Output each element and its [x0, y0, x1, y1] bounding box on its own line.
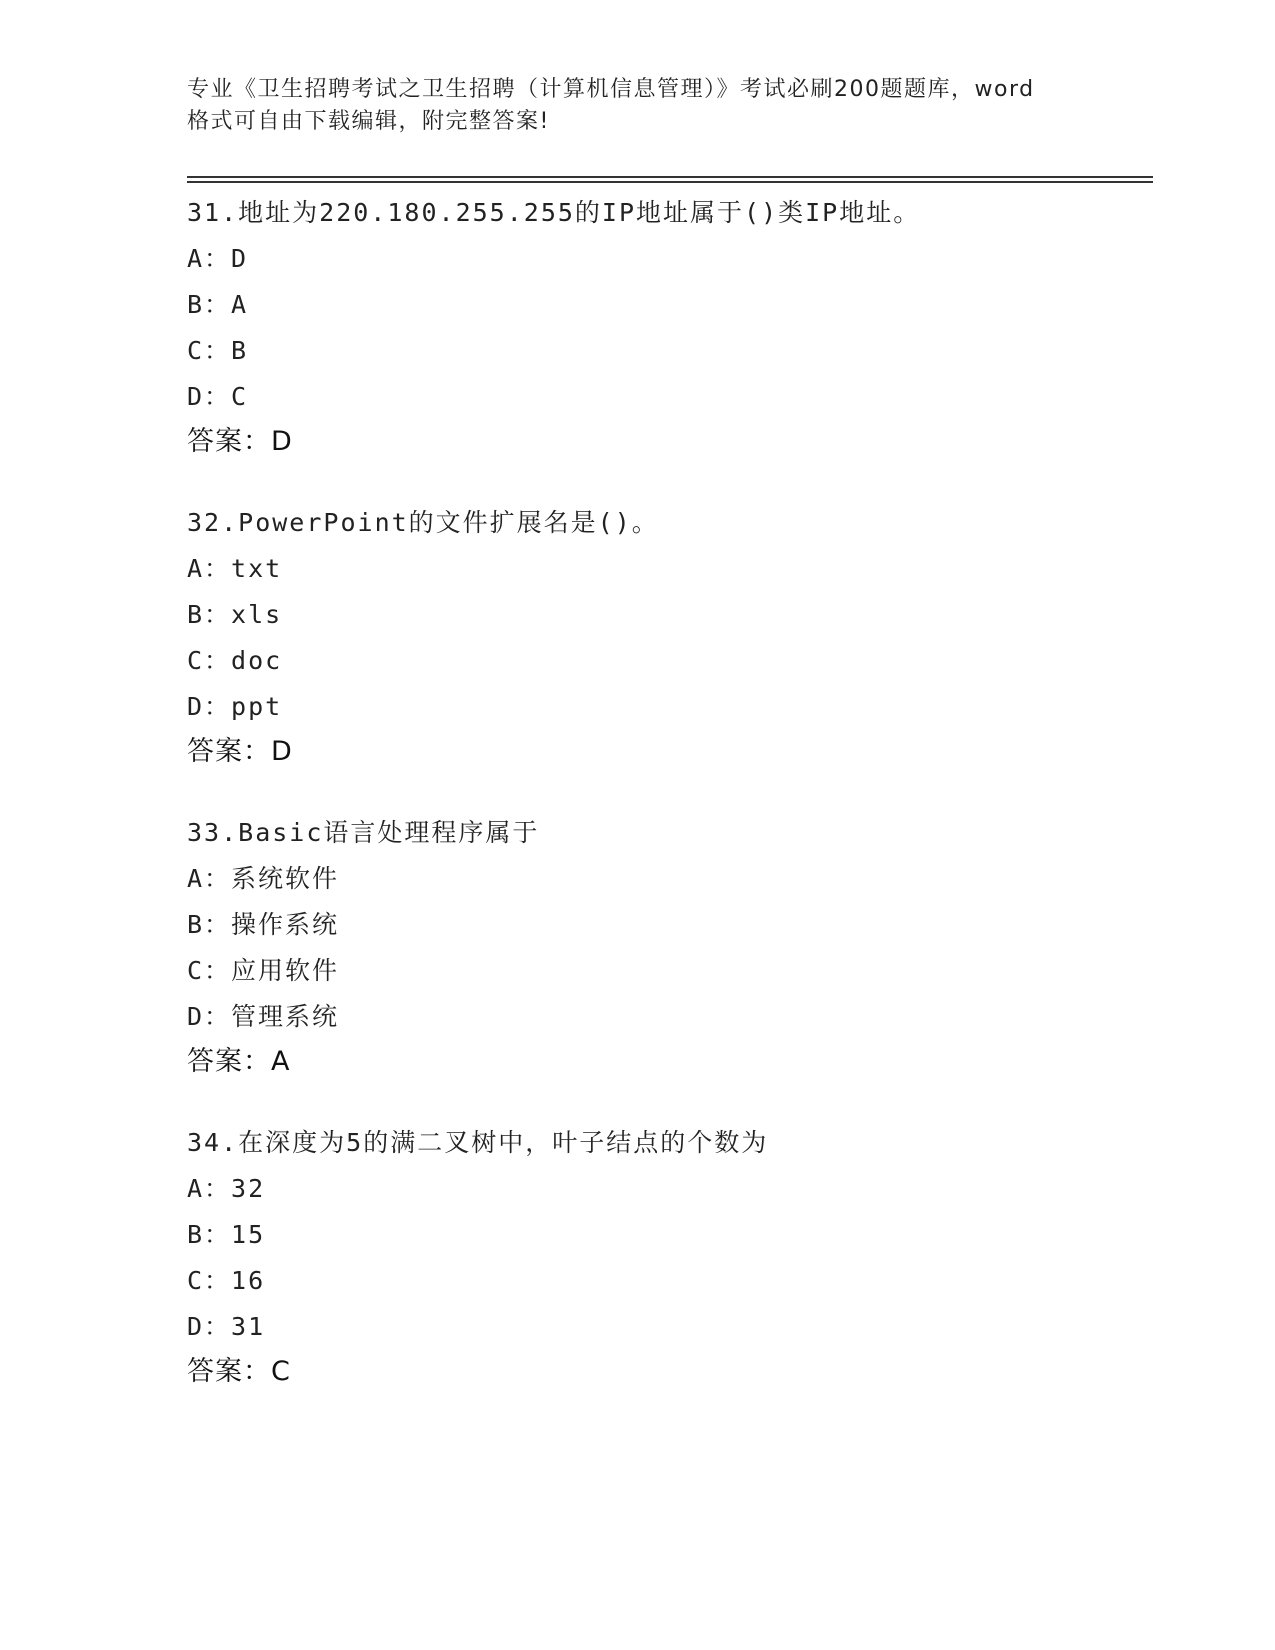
option-d: D：管理系统: [187, 1002, 340, 1031]
option-d: D：ppt: [187, 692, 283, 721]
question-stem: 34.在深度为5的满二叉树中，叶子结点的个数为: [187, 1128, 769, 1157]
header-divider-top: [187, 176, 1153, 178]
option-c: C：B: [187, 336, 249, 365]
option-b: B：A: [187, 290, 249, 319]
option-b: B：操作系统: [187, 910, 340, 939]
option-a: A：32: [187, 1174, 266, 1203]
option-a: A：D: [187, 244, 249, 273]
question-31: [187, 190, 1153, 464]
option-a: A：txt: [187, 554, 283, 583]
question-stem: 33.Basic语言处理程序属于: [187, 818, 540, 847]
header-divider-bottom: [187, 181, 1153, 183]
answer-line: 答案：A: [187, 1046, 291, 1077]
option-c: C：doc: [187, 646, 283, 675]
document-header: [187, 74, 1087, 138]
option-d: D：C: [187, 382, 249, 411]
answer-line: 答案：D: [187, 426, 293, 457]
option-a: A：系统软件: [187, 864, 340, 893]
question-stem: 32.PowerPoint的文件扩展名是()。: [187, 508, 659, 537]
option-c: C：16: [187, 1266, 266, 1295]
option-b: B：xls: [187, 600, 283, 629]
question-34: [187, 1120, 1153, 1394]
question-list: [187, 190, 1153, 1430]
option-d: D：31: [187, 1312, 266, 1341]
question-32: [187, 500, 1153, 774]
question-33: [187, 810, 1153, 1084]
option-b: B：15: [187, 1220, 266, 1249]
header-line-1: 专业《卫生招聘考试之卫生招聘（计算机信息管理）》考试必刷200题题库，word: [187, 77, 1035, 102]
question-stem: 31.地址为220.180.255.255的IP地址属于()类IP地址。: [187, 198, 921, 227]
header-line-2: 格式可自由下载编辑，附完整答案!: [187, 109, 550, 134]
answer-line: 答案：D: [187, 736, 293, 767]
option-c: C：应用软件: [187, 956, 340, 985]
answer-line: 答案：C: [187, 1356, 291, 1387]
